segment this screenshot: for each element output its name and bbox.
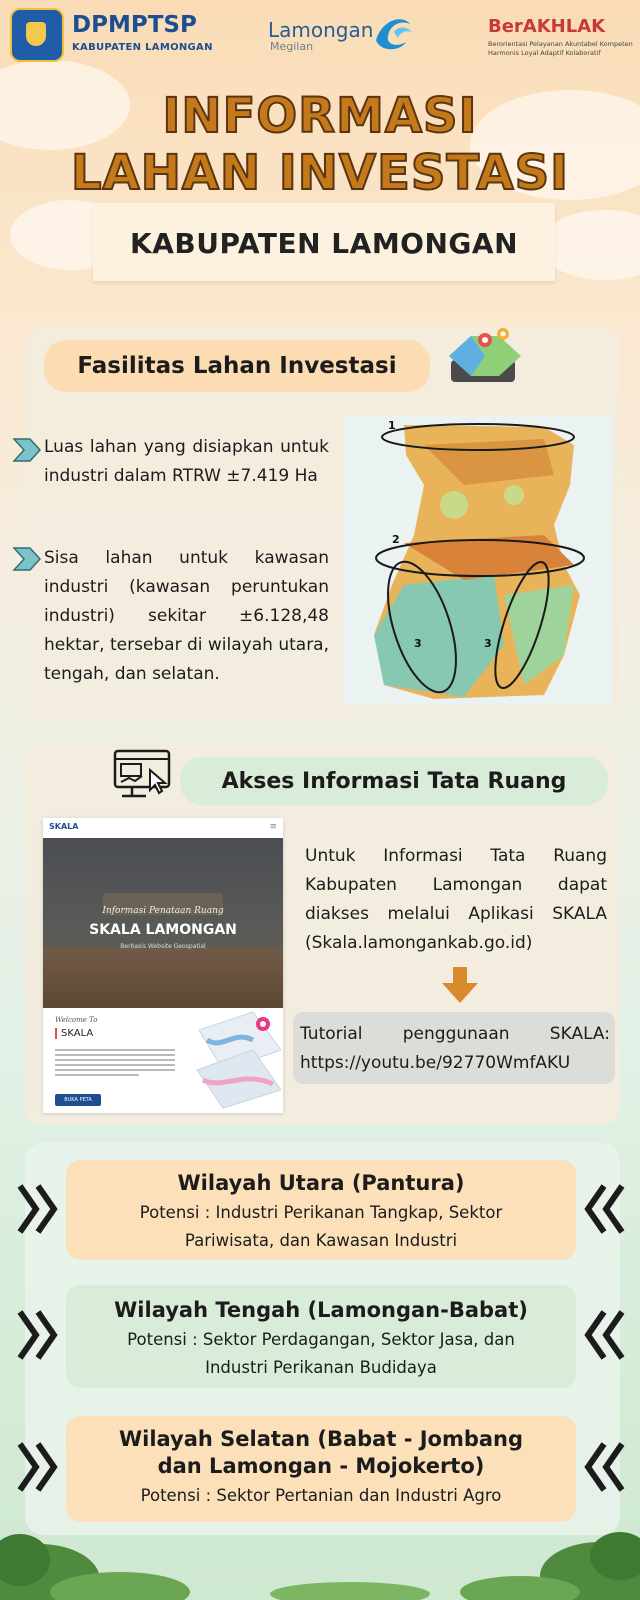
computer-monitor-icon (112, 748, 174, 800)
app-logo: SKALA (49, 822, 79, 831)
hero-title: SKALA LAMONGAN (89, 922, 237, 938)
region-card (66, 1160, 576, 1260)
tree-decoration (0, 1520, 640, 1600)
access-heading: Akses Informasi Tata Ruang (180, 757, 608, 805)
bullet-arrow-icon (12, 546, 42, 572)
arrow-down-icon (440, 965, 480, 1005)
bullet-arrow-icon (12, 437, 42, 463)
tutorial-link[interactable]: Tutorial penggunaan SKALA: https://youtu.be/92770WmfAKU (300, 1024, 610, 1073)
region-potential: Potensi : Industri Perikanan Tangkap, Sektor Pariwisata, dan Kawasan Industri (139, 1203, 503, 1250)
map-zone-label: 1 (388, 419, 396, 432)
regency-zone-map (344, 415, 612, 705)
map-zone-label: 3 (484, 637, 492, 650)
wave-logo-icon (372, 10, 416, 54)
open-map-button[interactable]: BUKA PETA (55, 1094, 101, 1106)
double-chevron-right-icon (16, 1308, 62, 1362)
core-values-logo: BerAKHLAK (488, 16, 606, 37)
section-paragraph-placeholder (55, 1046, 175, 1079)
section-title: SKALA (55, 1028, 93, 1039)
double-chevron-right-icon (16, 1182, 62, 1236)
region-title: Wilayah Utara (Pantura) (177, 1171, 465, 1195)
region-potential: Potensi : Sektor Pertanian dan Industri Agro (140, 1486, 502, 1505)
facility-point: Luas lahan yang disiapkan untuk industri dalam RTRW ±7.419 Ha (44, 437, 329, 486)
region-title: Wilayah Tengah (Lamongan-Babat) (114, 1298, 528, 1322)
double-chevron-left-icon (580, 1308, 626, 1362)
map-zone-label: 2 (392, 533, 400, 546)
title-line-2: LAHAN INVESTASI (70, 145, 570, 201)
cloud-decoration (540, 210, 640, 280)
skala-app-screenshot (43, 818, 283, 1113)
welcome-text: Welcome To (55, 1016, 98, 1024)
app-navbar (43, 818, 283, 839)
region-card (66, 1416, 576, 1522)
org-name: DPMPTSP (72, 12, 197, 38)
access-description: Untuk Informasi Tata Ruang Kabupaten Lamongan dapat diakses melalui Aplikasi SKALA (Skala.lamongankab.go.id) (305, 846, 607, 953)
brand-tagline: Megilan (270, 40, 314, 53)
facility-point: Sisa lahan untuk kawasan industri (kawasan peruntukan industri) sekitar ±6.128,48 hektar, tersebar di wilayah utara, tengah, dan selatan. (44, 548, 329, 684)
map-phone-icon (445, 326, 525, 390)
hero-subtitle: Berbasis Website Geospatial (120, 943, 206, 950)
map-zone-label: 3 (414, 637, 422, 650)
brand-name: Lamongan (268, 18, 374, 42)
double-chevron-left-icon (580, 1182, 626, 1236)
hero-script: Informasi Penataan Ruang (102, 906, 224, 916)
region-title: Wilayah Selatan (Babat - Jombang dan Lamongan - Mojokerto) (118, 1427, 524, 1478)
subtitle: KABUPATEN LAMONGAN (130, 227, 518, 260)
regency-emblem-icon (10, 8, 64, 62)
region-potential: Potensi : Sektor Perdagangan, Sektor Jasa, dan Industri Perikanan Budidaya (127, 1330, 515, 1377)
city-skyline (43, 948, 283, 1008)
zone-map-graphic (344, 415, 612, 705)
double-chevron-right-icon (16, 1440, 62, 1494)
hamburger-menu-icon[interactable]: ≡ (269, 822, 277, 832)
double-chevron-left-icon (580, 1440, 626, 1494)
region-card (66, 1285, 576, 1388)
org-subtitle: KABUPATEN LAMONGAN (72, 42, 213, 53)
core-values-tagline: Berorientasi Pelayanan Akuntabel Kompeten Harmonis Loyal Adaptif Kolaboratif (488, 40, 633, 57)
facilities-heading: Fasilitas Lahan Investasi (44, 340, 430, 392)
title-line-1: INFORMASI (162, 88, 478, 144)
map-illustration (193, 1010, 283, 1110)
header (0, 0, 640, 70)
